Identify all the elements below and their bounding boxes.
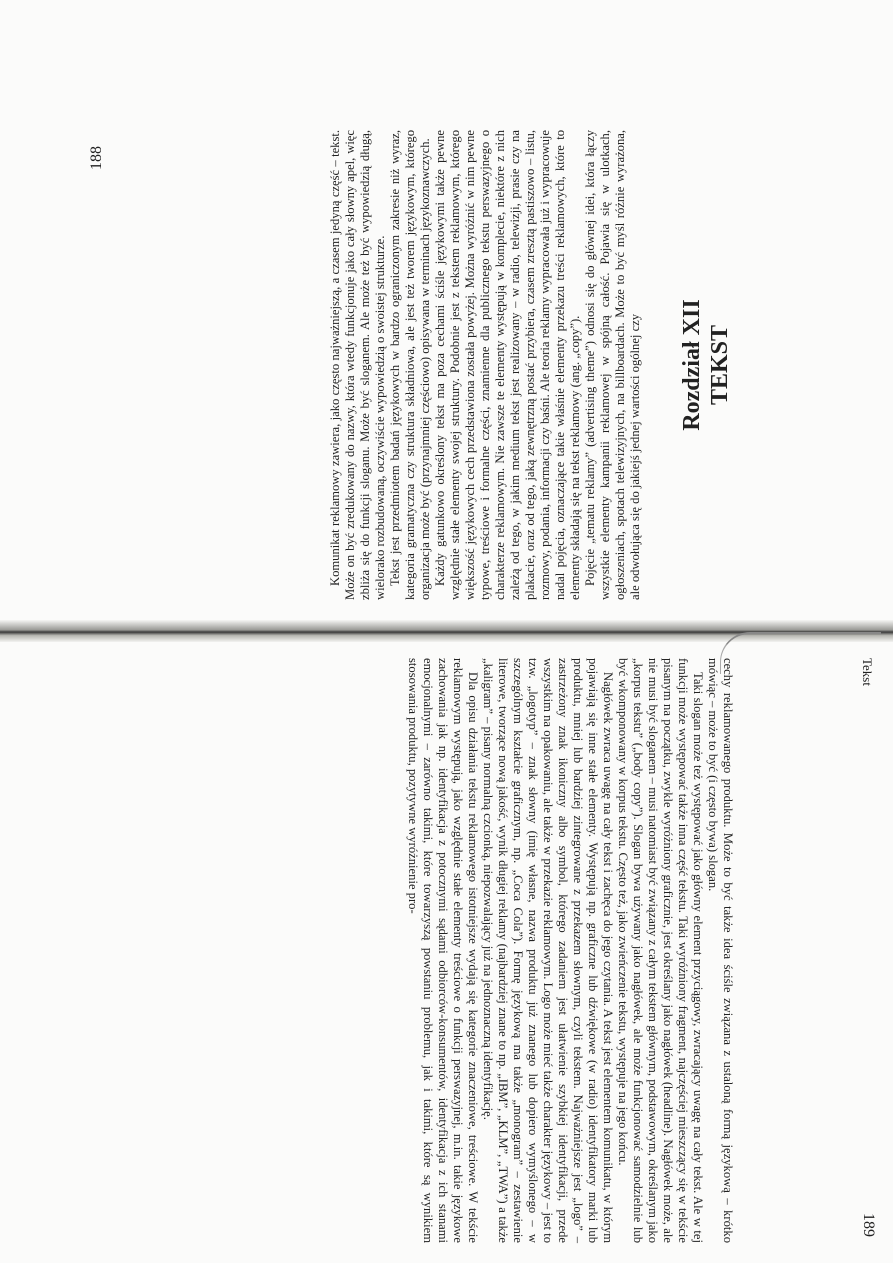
paragraph-3: Nagłówek zwraca uwagę na cały tekst i zachęca do jego czytania. A tekst jest elementem komunikatu, w którym pojawiają się inne stałe elementy. Występują np. graficzne lub dźwiękowe (w radio) identyfikatory marki lub produktu, mniej lub bardziej zintegrowane z przekazem słownym, czyli tekstem. Najważniejsze jest „logo” – zastrzeżony znak ikoniczny albo symbol, którego zadaniem jest ułatwienie szybkiej identyfikacji, przede wszystkim na opakowaniu, ale także w przekazie reklamowym. Logo może mieć także charakter językowy – jest to tzw. „logotyp” – znak słowny (imię własne, nazwa produktu już znanego lub dopiero wymyślonego – w szczególnym kształcie graficznym, np. „Coca Cola”). Formę językową ma także „monogram” – zestawienie literowe, tworzące nową jakość, wynik długiej reklamy (najbardziej znane to np. „IBM”, „KLM”, „TWA”) a także „kaligram” – pisany normalną czcionką, niepozwalający już na jednoznaczną identyfikację. [481,658,615,1243]
paragraph-2: Taki slogan może też występować jako główny element przyciągowy, zwracający uwagę na cały tekst. Ale w tej funkcji może występować także inna część tekstu. Taki wyróżniony fragment, najczęściej mieszczący się w tekście pisanym na początku, zwykle wyróżniony graficznie, jest określany jako nagłówek (headline). Nagłówek może, ale nie musi być sloganem – musi natomiast być związany z całym tekstem głównym, podstawowym, określanym jako „korpus tekstu” („body copy”). Slogan bywa używany jako nagłówek, ale może funkcjonować samodzielnie lub być wkomponowany w korpus tekstu. Często też, jako zwieńczenie tekstu, występuje na jego końcu. [616,658,705,1243]
paragraph-3: Każdy gatunkowo określony tekst ma poza cechami ściśle językowymi także pewne względnie stałe elementy swojej struktury. Podobnie jest z tekstem reklamowym, którego większość językowych cech przedstawiona została powyżej. Można wyróżnić w nim pewne typowe, treściowe i formalne części, znamienne dla publicznego tekstu perswazyjnego o charakterze reklamowym. Nie zawsze te elementy występują w komplecie, niektóre z nich zależą od tego, w jakim medium tekst jest realizowany – w radio, telewizji, prasie czy na plakacie, oraz od tego, jaką zewnętrzną postać przybiera, czasem zresztą pastiszowo – listu, rozmowy, podania, informacji czy baśni. Ale teoria reklamy wypracowała już i wypracowuje nadal pojęcia, oznaczające takie właśnie elementy przekazu treści reklamowych, które to elementy składają się na tekst reklamowy (ang. „copy”). [433,130,582,600]
chapter-label: Rozdział XII [679,299,705,431]
page-188-content [88,125,848,605]
page-number-188: 188 [88,146,105,170]
page-189 [0,640,893,1263]
paragraph-4: Dla opisu działania tekstu reklamowego istotniejsze wydają się kategorie znaczeniowe, treściowe. W tekście reklamowym występują, jako względnie stałe elementy treściowe o funkcji perswazyjnej, m.in. takie językowe zachowania jak np. identyfikacja z potocznymi sądami odbiorców-konsumentów, identyfikacja z ich stanami emocjonalnymi – zarówno takimi, które towarzyszą powstaniu problemu, jak i takimi, które są wynikiem stosowania produktu, pozytywne wyróżnienie pro- [406,658,480,1243]
page-189-content [125,658,875,1243]
body-text-188 [118,130,643,600]
paragraph-1: cechy reklamowanego produktu. Może to być także idea ściśle związana z ustaloną formą językową – krótko mówiąc – może to być (i często bywa) slogan. [706,658,735,1243]
paragraph-4: Pojęcie „tematu reklamy” (advertising theme”) odnosi się do głównej idei, która łączy wszystkie elementy kampanii reklamowej w spójną całość. Pojawia się w ulotkach, ogłoszeniach, spotach telewizyjnych, na billboardach. Może to być myśl różnie wyrażona, ale odwołująca się do jakiejś jednej wartości ogólnej czy [583,130,642,600]
page-188 [0,0,893,620]
paragraph-group [328,130,643,600]
running-head: Tekst [860,658,875,686]
page-number-189: 189 [860,1213,877,1237]
paragraph-2: Tekst jest przedmiotem badań językowych w bardzo ograniczonym zakresie niż wyraz, kategoria gramatyczna czy struktura składniowa, ale jest też tworem językowym, którego organizacja może być (przynajmniej częściowo) opisywana w terminach językoznawczych. [388,130,432,600]
body-text-189 [405,658,735,1243]
chapter-title: TEKST [707,324,733,406]
paragraph-1: Komunikat reklamowy zawiera, jako często najważniejszą, a czasem jedyną część – tekst. Może on być zredukowany do nazwy, która wtedy funkcjonuje jako cały słowny apel, więc zbliża się do funkcji sloganu. Może być sloganem. Ale może też być wypowiedzią długą, wielorako rozbudowaną, oczywiście wypowiedzią o swoistej strukturze. [328,130,387,600]
